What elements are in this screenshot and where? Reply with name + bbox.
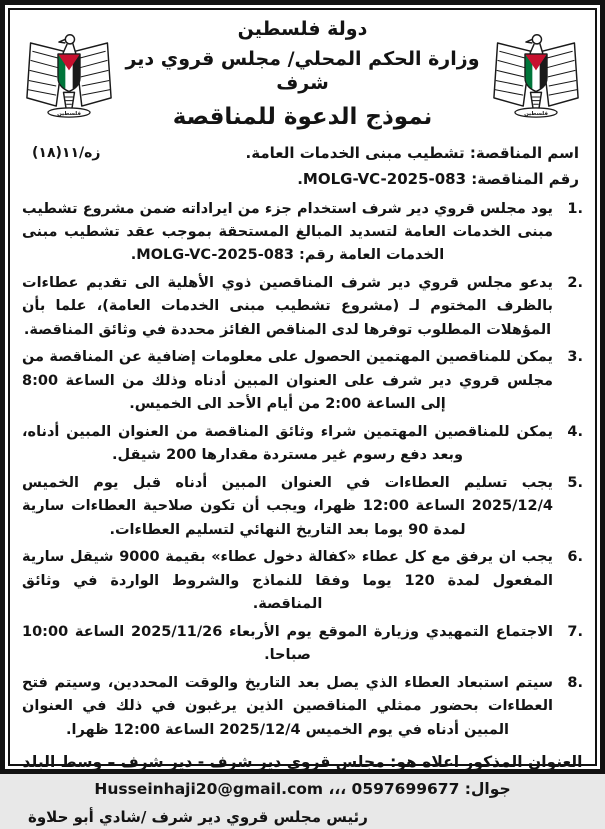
item-number: 7. — [567, 623, 583, 640]
list-item — [22, 546, 583, 616]
list-item — [22, 272, 583, 342]
item-text: يجب تسليم العطاءات في العنوان المبين أدناه قبل يوم الخميس 2025/12/4 الساعة 12:00 ظهرا، ويجب أن تكون صلاحية العطاءات سارية لمدة 90 يوما بعد التاريخ النهائي لتسليم العطاءات. — [22, 474, 553, 538]
contact-line: جوال: 0597699677 ،،، Husseinhaji20@gmail.com — [94, 780, 511, 799]
item-text: الاجتماع التمهيدي وزيارة الموقع يوم الأربعاء 2025/11/26 الساعة 10:00 صباحا. — [22, 623, 553, 664]
footer — [22, 746, 583, 829]
item-number: 4. — [567, 423, 583, 440]
item-text: يمكن للمناقصين المهتمين الحصول على معلومات إضافية عن المناقصة من مجلس قروي دير شرف على العنوان المبين أدناه وذلك من الساعة 8:00 إلى الساعة 2:00 من أيام الأحد الى الخميس. — [22, 349, 553, 413]
item-number: 8. — [567, 674, 583, 691]
reference-code: زه/١١(١٨) — [32, 145, 101, 161]
palestine-coat-of-arms-icon-left — [22, 32, 116, 118]
list-item — [22, 672, 583, 742]
header-titles — [116, 18, 489, 132]
item-number: 6. — [567, 549, 583, 566]
list-item — [22, 198, 583, 268]
item-text: يدعو مجلس قروي دير شرف المناقصين ذوي الأهلية الى تقديم عطاءات بالظرف المختوم لـ (مشروع تشطيب مبنى الخدمات العامة)، علما بأن المؤهلات المطلوب توفرها لدى المناقص الفائز محددة في وثائق المناقصة. — [22, 274, 553, 338]
item-text: يجب ان يرفق مع كل عطاء «كفالة دخول عطاء» بقيمة 9000 شيقل سارية المفعول لمدة 120 يوما وفقا للنماذج والشروط الواردة في وثائق المناقصة. — [22, 549, 554, 613]
address-line: العنوان المذكور اعلاه هو: مجلس قروي دير شرف - دير شرف – وسط البلد — [22, 753, 583, 772]
form-title: نموذج الدعوة للمناقصة — [172, 104, 433, 131]
list-item — [22, 346, 583, 416]
palestine-coat-of-arms-icon-right — [489, 32, 583, 118]
emblem-scroll-text: فلسطين — [524, 110, 548, 117]
emblem-scroll-text: فلسطين — [57, 110, 81, 117]
ministry-council-line: وزارة الحكم المحلي/ مجلس قروي دير شرف — [125, 47, 480, 94]
tender-name-line: اسم المناقصة: تشطيب مبنى الخدمات العامة. — [245, 144, 579, 162]
signature-line: رئيس مجلس قروي دير شرف /شادي أبو حلاوة — [28, 808, 368, 827]
state-name: دولة فلسطين — [237, 18, 368, 40]
item-number: 3. — [567, 349, 583, 366]
inner-frame — [8, 8, 597, 827]
item-text: سيتم استبعاد العطاء الذي يصل بعد التاريخ والوقت المحددين، وسيتم فتح العطاءات بحضور ممثلي المناقصين الذين يرغبون في ذلك في العنوان المبين أدناه في يوم الخميس 2025/12/4 الساعة 12:00 ظهرا. — [22, 674, 553, 738]
list-item — [22, 421, 583, 468]
header — [22, 18, 583, 132]
item-text: يود مجلس قروي دير شرف استخدام جزء من ايراداته ضمن مشروع تشطيب مبنى الخدمات العامة لتسديد المبالغ المستحقة بموجب عقد تشطيب مبنى الخدمات العامة رقم: MOLG-VC-2025-083. — [22, 200, 553, 264]
item-number: 5. — [567, 474, 583, 491]
tender-meta — [26, 140, 579, 193]
list-item — [22, 621, 583, 668]
item-number: 1. — [567, 200, 583, 217]
item-number: 2. — [567, 274, 583, 291]
tender-number-line: رقم المناقصة: ⁦MOLG-VC-2025-083⁩. — [297, 170, 579, 189]
list-item — [22, 472, 583, 542]
conditions-list — [22, 198, 583, 747]
item-text: يمكن للمناقصين المهتمين شراء وثائق المناقصة من العنوان المبين أدناه، وبعد دفع رسوم غير مستردة مقدارها 200 شيقل. — [22, 423, 553, 464]
